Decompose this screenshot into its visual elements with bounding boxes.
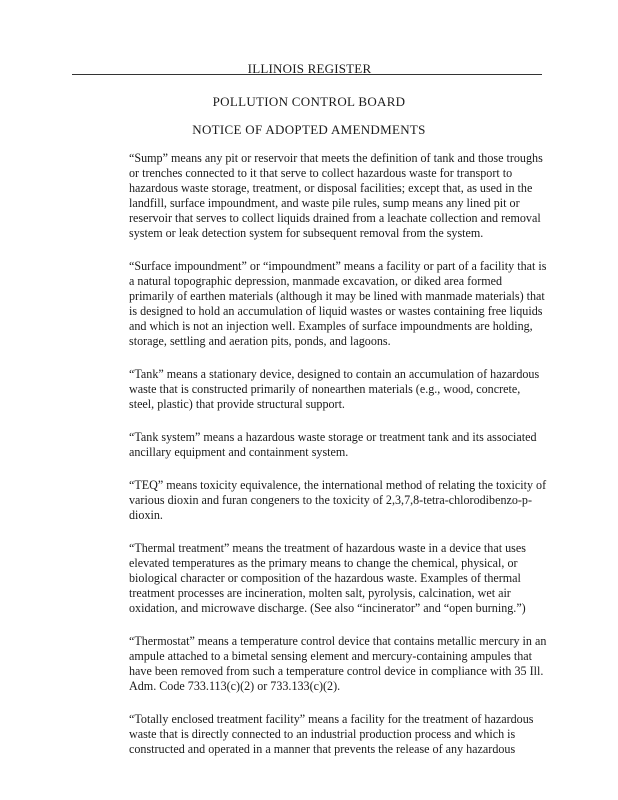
notice-title: NOTICE OF ADOPTED AMENDMENTS: [192, 122, 426, 137]
board-title: POLLUTION CONTROL BOARD: [212, 94, 406, 109]
document-body: [129, 151, 547, 775]
definition-totally-enclosed-treatment-facility: “Totally enclosed treatment facility” means a facility for the treatment of hazardous waste that is directly connected to an industrial production process and which is constructed and operated in a manner that prevents the release of any hazardous: [129, 712, 534, 756]
register-title-text: ILLINOIS REGISTER: [247, 61, 372, 76]
definition-thermostat: “Thermostat” means a temperature control device that contains metallic mercury in an ampule attached to a bimetal sensing element and mercury-containing ampules that have been removed from such a temperature control device in compliance with 35 Ill. Adm. Code 733.113(c)(2) or 733.133(c)(2).: [129, 634, 547, 693]
definition-teq: “TEQ” means toxicity equivalence, the international method of relating the toxicity of various dioxin and furan congeners to the toxicity of 2,3,7,8-tetra-chlorodibenzo-p-dioxin.: [129, 478, 547, 522]
definition-thermal-treatment: “Thermal treatment” means the treatment of hazardous waste in a device that uses elevated temperatures as the primary means to change the chemical, physical, or biological character or composition of the hazardous waste. Examples of thermal treatment processes are incineration, molten salt, pyrolysis, calcination, wet air oxidation, and microwave discharge. (See also “incinerator” and “open burning.”): [129, 541, 526, 615]
definition-sump: “Sump” means any pit or reservoir that meets the definition of tank and those troughs or trenches connected to it that serve to collect hazardous waste for transport to hazardous waste storage, treatment, or disposal facilities; except that, as used in the landfill, surface impoundment, and waste pile rules, sump means any lined pit or reservoir that serves to collect liquids drained from a leachate collection and removal system or leak detection system for subsequent removal from the system.: [129, 151, 543, 240]
definition-tank: “Tank” means a stationary device, designed to contain an accumulation of hazardous waste that is constructed primarily of nonearthen materials (e.g., wood, concrete, steel, plastic) that provide structural support.: [129, 367, 540, 411]
definition-surface-impoundment: “Surface impoundment” or “impoundment” means a facility or part of a facility that is a natural topographic depression, manmade excavation, or diked area formed primarily of earthen materials (although it may be lined with manmade materials) that is designed to hold an accumulation of liquid wastes or wastes containing free liquids and which is not an injection well. Examples of surface impoundments are holding, storage, settling and aeration pits, ponds, and lagoons.: [129, 259, 547, 348]
header-rule: [72, 74, 542, 75]
definition-tank-system: “Tank system” means a hazardous waste storage or treatment tank and its associated ancillary equipment and containment system.: [129, 430, 537, 459]
